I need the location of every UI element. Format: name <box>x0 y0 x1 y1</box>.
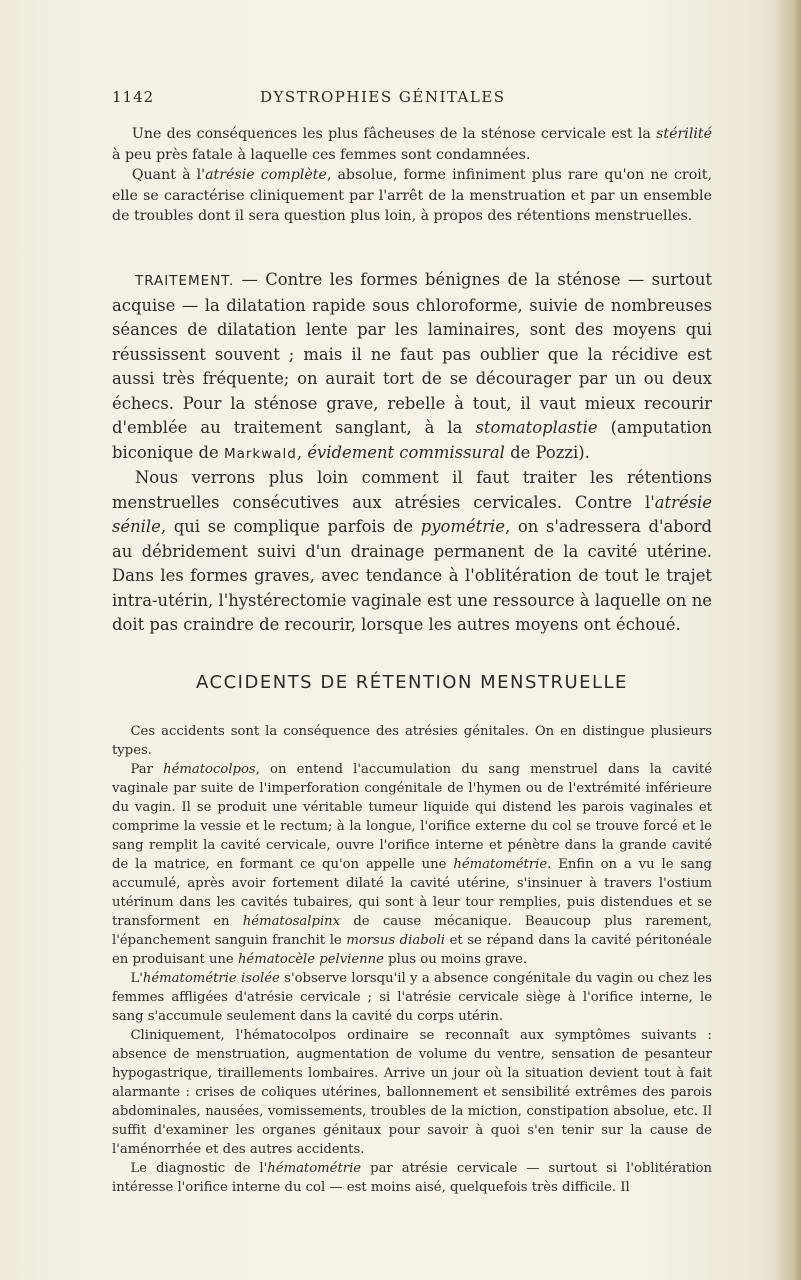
paragraph <box>112 1159 712 1197</box>
paragraph <box>112 124 712 165</box>
traitement-section <box>112 268 712 638</box>
text-run: de Pozzi). <box>504 442 590 462</box>
section-heading: ACCIDENTS DE RÉTENTION MENSTRUELLE <box>196 672 628 693</box>
author-name: Markwald <box>223 445 297 462</box>
italic-term: stomatoplastie <box>475 418 598 437</box>
italic-term: stérilité <box>656 126 712 142</box>
text-run: , on s'adressera d'abord au débridement suivi d'un drainage permanent de la cavité utérine. Dans les formes graves, avec tendance à l'oblitération de tout le trajet intra-utérin, l'hystérectomie vaginale est une ressource à laquelle on ne doit pas craindre de recourir, lorsque les autres moyens ont échoué. <box>112 517 712 634</box>
paragraph <box>112 165 712 227</box>
paragraph <box>112 722 712 760</box>
text-run: , <box>296 442 308 462</box>
text-run: Par <box>130 762 164 777</box>
italic-term: hématosalpinx <box>242 914 341 929</box>
text-run: — Contre les formes bénignes de la sténose — surtout acquise — la dilatation rapide sous chloroforme, suivie de nombreuses séances de dilatation lente par les laminaires, sont des moyens qui réussissent souvent ; mais il ne faut pas oublier que la récidive est aussi très fréquente; on aurait tort de se décourager par un ou deux échecs. Pour la sténose grave, rebelle à tout, il vaut mieux recourir d'emblée au traitement sanglant, à la <box>112 270 712 437</box>
paragraph <box>112 760 712 969</box>
italic-term: hématométrie <box>453 857 548 872</box>
text-run: , absolue, forme infiniment plus rare qu'on ne croit, elle se caractérise cliniquement par l'arrêt de la menstruation et par un ensemble de troubles dont il sera question plus loin, à propos des rétentions menstruelles. <box>112 167 712 224</box>
paragraph <box>112 268 712 466</box>
paragraph <box>112 466 712 638</box>
page-number: 1142 <box>112 88 155 106</box>
text-run: Le diagnostic de l' <box>130 1161 268 1176</box>
italic-term: atrésie complète <box>205 167 327 183</box>
italic-term: évidement commissural <box>307 442 505 462</box>
text-run: , qui se complique parfois de <box>160 517 421 536</box>
text-run: et se répand dans la cavité péritonéale en produisant une <box>112 933 712 967</box>
text-run: Ces accidents sont la conséquence des atrésies génitales. On en distingue plusieurs types. <box>112 724 712 758</box>
page-edge-shadow <box>775 0 801 1280</box>
text-run: par atrésie cervicale — surtout si l'oblitération intéresse l'orifice interne du col — est moins aisé, quelquefois très difficile. Il <box>112 1161 713 1195</box>
text-run: (amputation biconique de <box>112 418 712 462</box>
running-header <box>112 88 712 112</box>
text-run: Une des conséquences les plus fâcheuses de la sténose cervicale est la <box>131 126 657 142</box>
italic-term: hématocèle pelvienne <box>237 952 384 967</box>
text-run: de cause mécanique. Beaucoup plus rarement, l'épanchement sanguin franchit le <box>112 914 712 948</box>
text-run: plus ou moins grave. <box>383 952 528 967</box>
italic-term: atrésie sénile <box>112 492 712 536</box>
text-run: L' <box>130 971 143 986</box>
retention-text <box>112 722 712 1197</box>
text-run: Nous verrons plus loin comment il faut traiter les rétentions menstruelles consécutives aux atrésies cervicales. Contre l' <box>112 468 712 512</box>
paragraph-body <box>112 270 712 462</box>
text-run: Quant à l' <box>131 167 206 183</box>
intro-text <box>112 124 712 227</box>
text-run: à peu près fatale à laquelle ces femmes sont condamnées. <box>112 146 531 163</box>
text-run: . Enfin on a vu le sang accumulé, après avoir fortement dilaté la cavité utérine, s'insinuer à travers l'ostium utérinum dans les cavités tubaires, qui sont à leur tour remplies, puis distendues et se transforment en <box>112 857 712 929</box>
text-run: Cliniquement, l'hématocolpos ordinaire se reconnaît aux symptômes suivants : absence de menstruation, augmentation de volume du ventre, sensation de pesanteur hypogastrique, tiraillements lombaires. Arrive un jour où la situation devient tout à fait alarmante : crises de coliques utérines, ballonnement et sensibilité extrêmes des parois abdominales, nausées, vomissements, troubles de la miction, constipation absolue, etc. Il suffit d'examiner les organes génitaux pour savoir à quoi s'en tenir sur la cause de l'aménorrhée et des autres accidents. <box>112 1028 712 1157</box>
text-run: , on entend l'accumulation du sang menstruel dans la cavité vaginale par suite de l'imperforation congénitale de l'hymen ou de l'extrémité inférieure du vagin. Il se produit une véritable tumeur liquide qui distend les parois vaginales et comprime la vessie et le rectum; à la longue, l'orifice externe du col se trouve forcé et le sang remplit la cavité cervicale, ouvre l'orifice interne et pénètre dans la grande cavité de la matrice, en formant ce qu'on appelle une <box>112 762 713 872</box>
section-label: TRAITEMENT. <box>134 273 235 289</box>
paragraph <box>112 969 712 1026</box>
italic-term: pyométrie <box>420 517 505 536</box>
italic-term: hématométrie isolée <box>142 971 280 986</box>
italic-term: hématocolpos <box>163 762 256 777</box>
text-run: s'observe lorsqu'il y a absence congénitale du vagin ou chez les femmes affligées d'atrésie cervicale ; si l'atrésie cervicale siège à l'orifice interne, le sang s'accumule seulement dans la cavité du corps utérin. <box>112 971 712 1024</box>
running-title: DYSTROPHIES GÉNITALES <box>260 88 506 106</box>
paragraph <box>112 1026 712 1159</box>
italic-term: hématométrie <box>267 1161 362 1176</box>
italic-term: morsus diaboli <box>346 933 446 948</box>
